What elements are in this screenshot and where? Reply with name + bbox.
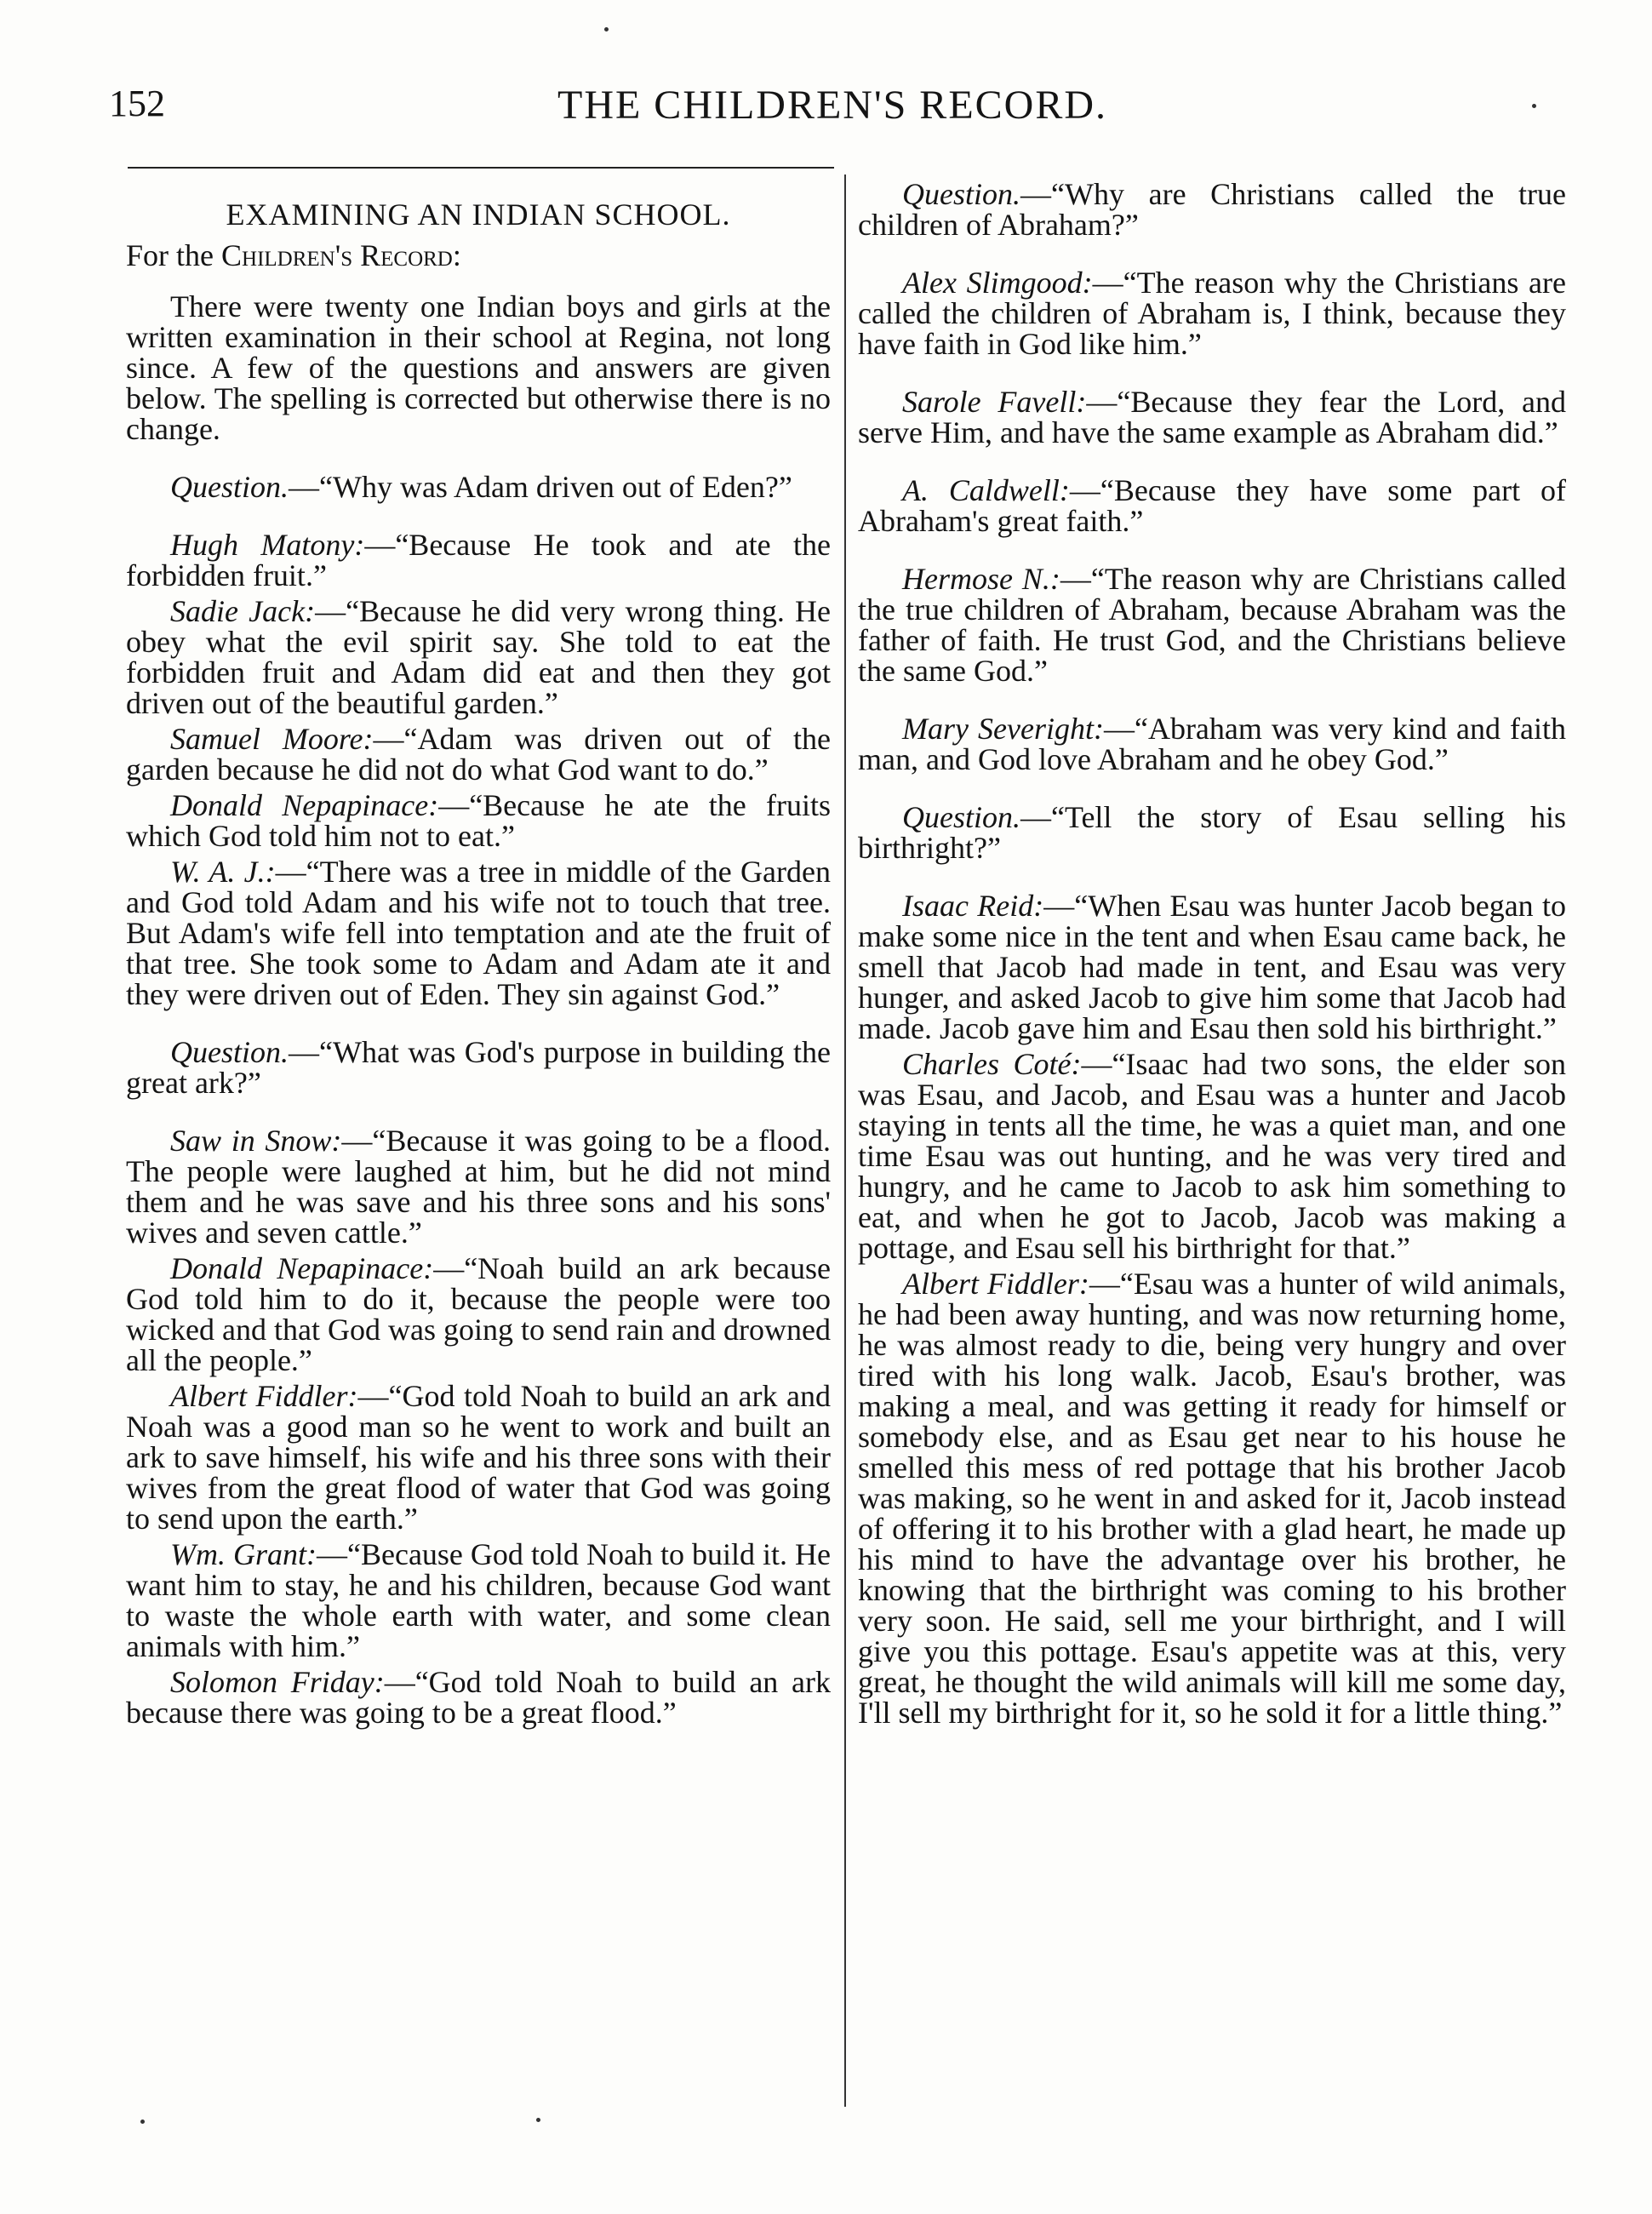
- left-entries: [126, 472, 831, 1728]
- header-rule: [128, 167, 834, 169]
- qa-entry: [126, 529, 831, 591]
- entry-speaker: Sadie Jack:: [170, 594, 316, 628]
- qa-entry: [126, 856, 831, 1010]
- entry-text: —“Why are Christians called the true children of Abraham?”: [858, 177, 1566, 242]
- byline-suffix: :: [452, 238, 461, 272]
- entry-text: —“What was God's purpose in building the great ark?”: [126, 1035, 831, 1100]
- page-number: 152: [109, 83, 165, 124]
- entry-text: —“Why was Adam driven out of Eden?”: [289, 470, 792, 504]
- print-speck: [1532, 104, 1536, 108]
- byline-source: Children's Record: [221, 238, 453, 272]
- entry-speaker: Hugh Matony:: [170, 528, 365, 562]
- entry-speaker: W. A. J.:: [170, 855, 276, 889]
- qa-entry: [858, 386, 1566, 448]
- qa-entry: [126, 724, 831, 785]
- entry-text: —“Because God told Noah to build it. He want him to stay, he and his children, because God want to waste the whole earth with water, and some clean animals with him.”: [126, 1537, 831, 1663]
- entry-speaker: Donald Nepapinace:: [170, 788, 439, 822]
- qa-entry: [126, 1381, 831, 1534]
- entry-text: —“The reason why are Christians called the true children of Abraham, because Abraham was the father of faith. He trust God, and the Christians believe the same God.”: [858, 562, 1566, 688]
- entry-speaker: Question.: [902, 800, 1020, 834]
- entry-speaker: Wm. Grant:: [170, 1537, 317, 1571]
- article-intro: There were twenty one Indian boys and girls at the written examination in their school at Regina, not long since. A few of the questions and answers are given below. The spelling is corrected but otherwise there is no change.: [126, 289, 831, 446]
- qa-entry: [858, 802, 1566, 863]
- article-title: EXAMINING AN INDIAN SCHOOL.: [226, 197, 731, 232]
- entry-text: —“Because He took and ate the forbidden fruit.”: [126, 528, 831, 592]
- running-title: THE CHILDREN'S RECORD.: [557, 83, 1107, 128]
- entry-text: —“Adam was driven out of the garden because he did not do what God want to do.”: [126, 722, 831, 787]
- entry-speaker: Albert Fiddler:: [902, 1267, 1089, 1301]
- entry-text: —“Because he ate the fruits which God told him not to eat.”: [126, 788, 831, 853]
- qa-entry: [858, 890, 1566, 1044]
- entry-speaker: Hermose N.:: [902, 562, 1060, 596]
- entry-text: —“Esau was a hunter of wild animals, he had been away hunting, and was now returning home, he was almost ready to die, being very hungry and over tired with his long walk. Jacob, Esau's brother, was making a meal, and was getting it ready for himself or somebody else, and as Esau get near to his house he smelled this mess of red pottage that his brother Jacob was making, so he went in and asked for it, Jacob instead of offering it to his brother with a glad heart, he made up his mind to have the advantage over his brother, he knowing that the birthright was coming to his brother very soon. He said, sell me your birthright, and I will give you this pottage. Esau's appetite was at this, very great, he thought the wild animals will kill me some day, I'll sell my birthright for it, so he sold it for a little thing.”: [858, 1267, 1567, 1730]
- entry-text: —“The reason why the Christians are called the children of Abraham is, I think, because they have faith in God like him.”: [858, 266, 1566, 361]
- left-column: [126, 179, 831, 1733]
- entry-text: —“God told Noah to build an ark and Noah was a good man so he went to work and built an ark to save himself, his wife and his three sons with their wives from the great flood of water that God was going to send upon the earth.”: [126, 1379, 832, 1536]
- qa-entry: [126, 596, 831, 718]
- entry-speaker: Sarole Favell:: [902, 385, 1087, 419]
- qa-entry: [858, 713, 1566, 775]
- entry-text: —“God told Noah to build an ark because there was going to be a great flood.”: [126, 1665, 831, 1730]
- entry-speaker: Charles Coté:: [902, 1047, 1082, 1081]
- qa-entry: [126, 1667, 831, 1728]
- entry-text: —“There was a tree in middle of the Garden and God told Adam and his wife not to touch that tree. But Adam's wife fell into temptation and ate the fruit of that tree. She took some to Adam and Adam ate it and they were driven out of Eden. They sin against God.”: [126, 855, 831, 1011]
- entry-text: —“When Esau was hunter Jacob began to make some nice in the tent and when Esau came back, he smell that Jacob had made in tent, and Esau was very hunger, and asked Jacob to give him some that Jacob had made. Jacob gave him and Esau then sold his birthright.”: [858, 889, 1567, 1045]
- entry-speaker: A. Caldwell:: [902, 473, 1070, 507]
- entry-speaker: Saw in Snow:: [170, 1124, 342, 1158]
- qa-entry: [858, 475, 1566, 536]
- entry-speaker: Donald Nepapinace:: [170, 1251, 434, 1285]
- entry-speaker: Question.: [902, 177, 1020, 211]
- qa-entry: [858, 564, 1566, 686]
- entry-speaker: Question.: [170, 1035, 289, 1069]
- qa-entry: [858, 1049, 1566, 1263]
- byline-prefix: For the: [126, 238, 214, 272]
- qa-entry: [126, 790, 831, 851]
- qa-entry: [126, 1037, 831, 1098]
- entry-text: —“Abraham was very kind and faith man, and God love Abraham and he obey God.”: [858, 712, 1567, 776]
- qa-entry: [126, 1539, 831, 1662]
- right-column: [858, 179, 1566, 1733]
- entry-speaker: Isaac Reid:: [902, 889, 1044, 923]
- entry-speaker: Alex Slimgood:: [902, 266, 1093, 300]
- entry-speaker: Samuel Moore:: [170, 722, 374, 756]
- page-header: [109, 82, 1556, 133]
- entry-speaker: Mary Severight:: [902, 712, 1104, 746]
- entry-speaker: Question.: [170, 470, 289, 504]
- entry-text: —“Because they have some part of Abraham's great faith.”: [858, 473, 1566, 538]
- print-speck: [604, 27, 609, 31]
- qa-entry: [126, 1253, 831, 1376]
- entry-text: —“Because they fear the Lord, and serve Him, and have the same example as Abraham did.”: [858, 385, 1567, 449]
- entry-speaker: Solomon Friday:: [170, 1665, 385, 1699]
- qa-entry: [126, 1125, 831, 1248]
- entry-text: —“Tell the story of Esau selling his birthright?”: [858, 800, 1566, 865]
- column-divider: [844, 174, 846, 2107]
- qa-entry: [858, 267, 1566, 359]
- print-speck: [536, 2118, 540, 2122]
- qa-entry: [126, 472, 831, 502]
- qa-entry: [858, 179, 1566, 240]
- print-speck: [140, 2120, 145, 2124]
- entry-text: —“Noah build an ark because God told him to do it, because the people were too wicked and that God was going to send rain and drowned all the people.”: [126, 1251, 832, 1377]
- entry-speaker: Albert Fiddler:: [170, 1379, 358, 1413]
- qa-entry: [858, 1268, 1566, 1728]
- article-byline: [126, 240, 831, 271]
- entry-text: —“Because it was going to be a flood. The people were laughed at him, but he did not mind them and he was save and his three sons and his sons' wives and seven cattle.”: [126, 1124, 831, 1250]
- entry-text: —“Because he did very wrong thing. He obey what the evil spirit say. She told to eat the forbidden fruit and Adam did eat and then they got driven out of the beautiful garden.”: [126, 594, 832, 720]
- right-entries: [858, 179, 1566, 1728]
- entry-text: —“Isaac had two sons, the elder son was Esau, and Jacob, and Esau was a hunter and Jacob staying in tents all the time, he was a quiet man, and one time Esau was out hunting, and he was very tired and hungry, and he came to Jacob to ask him something to eat, and when he got to Jacob, Jacob was making a pottage, and Esau sell his birthright for that.”: [858, 1047, 1566, 1265]
